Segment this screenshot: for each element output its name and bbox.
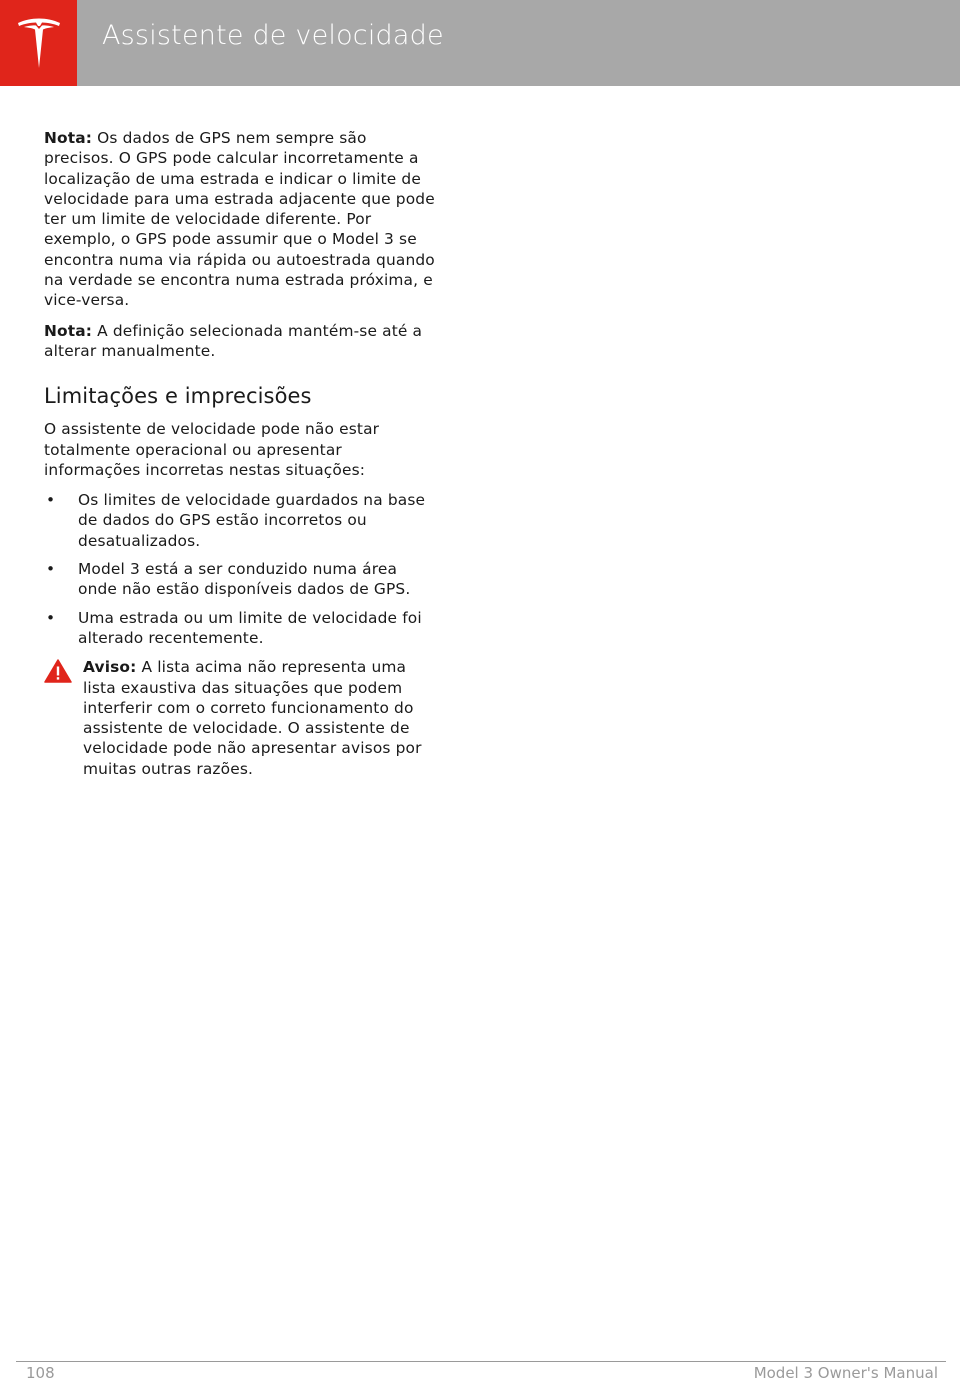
footer-divider: [16, 1361, 946, 1362]
list-item: [44, 608, 440, 649]
section-heading: Limitações e imprecisões: [44, 384, 312, 409]
note-paragraph: [44, 128, 440, 311]
bullet-marker: •: [46, 560, 56, 579]
note-label: Nota:: [44, 321, 93, 340]
bullet-marker: •: [46, 608, 56, 627]
intro-paragraph: O assistente de velocidade pode não estar totalmente operacional ou apresentar informações incorretas nestas situações:: [44, 420, 380, 479]
list-item-text: Uma estrada ou um limite de velocidade foi alterado recentemente.: [78, 608, 422, 647]
main-content: [44, 128, 440, 779]
warning-block: [44, 657, 440, 779]
list-item: [44, 490, 440, 551]
list-item-text: Model 3 está a ser conduzido numa área onde não estão disponíveis dados de GPS.: [78, 560, 411, 599]
note-text: A definição selecionada mantém-se até a alterar manualmente.: [44, 321, 423, 360]
note-text: Os dados de GPS nem sempre são precisos. O GPS pode calcular incorretamente a localização de uma estrada e indicar o limite de velocidade para uma estrada adjacente que pode ter um limite de velocidade diferente. Por exemplo, o GPS pode assumir que o Model 3 se encontra numa via rápida ou autoestrada quando na verdade se encontra numa estrada próxima, e vice-versa.: [44, 129, 435, 310]
manual-name: Model 3 Owner's Manual: [753, 1364, 938, 1382]
tesla-logo: [0, 0, 77, 86]
page-header: [0, 0, 960, 86]
page-title: Assistente de velocidade: [102, 20, 444, 51]
warning-text: A lista acima não representa uma lista exaustiva das situações que podem interferir com o correto funcionamento do assistente de velocidade. O assistente de velocidade pode não apresentar avisos por muitas outras razões.: [83, 658, 422, 778]
list-item-text: Os limites de velocidade guardados na base de dados do GPS estão incorretos ou desatualizados.: [78, 491, 426, 550]
bullet-marker: •: [46, 491, 56, 510]
warning-label: Aviso:: [83, 658, 137, 677]
bullet-list: [44, 490, 440, 648]
tesla-logo-icon: [15, 16, 63, 70]
list-item: [44, 559, 440, 600]
page-number: 108: [26, 1364, 55, 1382]
warning-triangle-icon: [44, 659, 72, 683]
note-label: Nota:: [44, 129, 93, 147]
note-paragraph: [44, 321, 440, 362]
